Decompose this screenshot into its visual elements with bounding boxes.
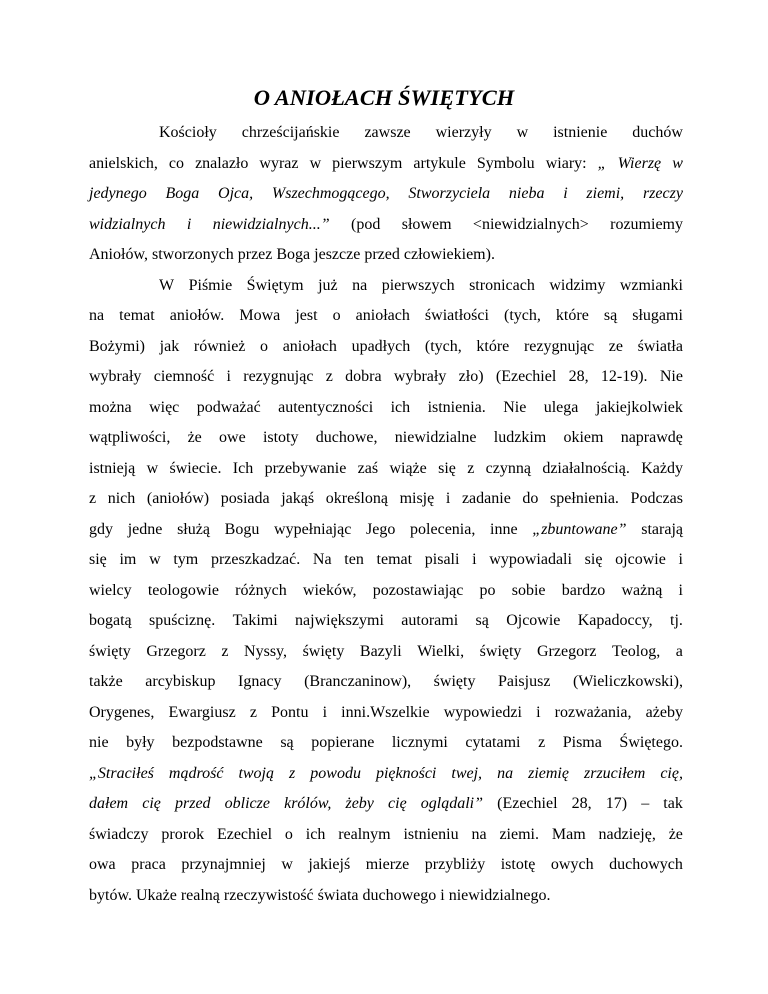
word: już bbox=[318, 276, 338, 294]
word: wypełniając bbox=[274, 520, 352, 538]
word: owych bbox=[550, 856, 594, 873]
word: przed bbox=[364, 246, 400, 263]
word: im bbox=[119, 551, 137, 568]
word: (Ezechiel bbox=[497, 795, 558, 812]
word: się bbox=[438, 459, 456, 477]
word: ich bbox=[305, 825, 326, 843]
word: popierane bbox=[311, 734, 375, 751]
word: na bbox=[352, 276, 368, 294]
word: rozumiemy bbox=[610, 215, 683, 233]
word: owe bbox=[219, 429, 246, 446]
word: autorami bbox=[401, 612, 459, 629]
word: określoną bbox=[325, 490, 388, 507]
word: Wielki, bbox=[417, 642, 465, 660]
word: Świętym bbox=[246, 276, 304, 294]
word: Bożymi) bbox=[89, 337, 145, 355]
word: Nyssy, bbox=[244, 642, 288, 660]
text-line bbox=[89, 149, 683, 180]
word: nich bbox=[107, 490, 136, 507]
word: – bbox=[641, 795, 650, 812]
document-title: O ANIOŁACH ŚWIĘTYCH bbox=[253, 85, 515, 110]
word: Pisma bbox=[562, 734, 602, 751]
word: Ewargiusz bbox=[168, 703, 236, 721]
word: Świętego. bbox=[619, 734, 683, 751]
word: że bbox=[668, 825, 683, 843]
word: Ojca, bbox=[218, 185, 254, 202]
word: i bbox=[678, 581, 683, 599]
word: wiary: bbox=[545, 154, 587, 172]
word: chrześcijańskie bbox=[241, 124, 340, 141]
text-line bbox=[89, 728, 683, 759]
word: o bbox=[332, 307, 341, 324]
text-line bbox=[89, 118, 683, 149]
word: zawsze bbox=[364, 124, 411, 141]
word: wybrały bbox=[393, 368, 447, 385]
word: Kapadoccy, bbox=[577, 612, 653, 629]
word: Symbolu bbox=[476, 154, 535, 172]
word: świadczy bbox=[89, 825, 149, 843]
word: Grzegorz bbox=[536, 642, 597, 660]
word: istnienie bbox=[553, 124, 608, 141]
word: i bbox=[322, 703, 328, 721]
word: pierwszych bbox=[381, 276, 455, 294]
word: dobra bbox=[345, 368, 382, 385]
word: temat bbox=[376, 551, 413, 568]
word: Orygenes, bbox=[89, 703, 155, 721]
text-line bbox=[89, 820, 683, 851]
text-line bbox=[89, 332, 683, 363]
text-line bbox=[89, 515, 683, 546]
word: również bbox=[193, 337, 246, 355]
word: także bbox=[89, 673, 123, 690]
word: mądrość bbox=[168, 764, 224, 782]
word: zadanie bbox=[461, 490, 511, 507]
word: które bbox=[476, 337, 510, 355]
word: o bbox=[260, 337, 269, 355]
word: jakiejś bbox=[308, 856, 351, 873]
word: realną bbox=[180, 886, 220, 904]
word: z bbox=[221, 642, 229, 660]
word: się bbox=[584, 551, 603, 568]
text-line bbox=[89, 606, 683, 637]
word: i bbox=[536, 703, 541, 721]
word: (Branczaninow), bbox=[304, 673, 412, 690]
word: anielskich, bbox=[89, 154, 158, 172]
word: świecie. bbox=[169, 459, 222, 477]
word: teologowie bbox=[147, 581, 219, 599]
word: wybrały bbox=[89, 368, 142, 385]
word: przynajmniej bbox=[181, 856, 266, 873]
word: różnych bbox=[235, 581, 287, 599]
text-line bbox=[89, 850, 683, 881]
word: wieków, bbox=[302, 581, 357, 599]
word: ziemię bbox=[528, 764, 569, 782]
word: gdy bbox=[89, 520, 113, 538]
word: posiada bbox=[220, 490, 270, 507]
word: święty bbox=[479, 642, 522, 660]
word: cię bbox=[388, 795, 407, 812]
word: wyraz bbox=[259, 154, 299, 172]
word: aniołach bbox=[355, 307, 410, 324]
text-line bbox=[89, 545, 683, 576]
word: Boga bbox=[165, 185, 200, 202]
word: znalazło bbox=[195, 154, 249, 172]
word: ze bbox=[608, 337, 623, 355]
word: Mowa bbox=[239, 307, 281, 324]
word: powodu bbox=[310, 764, 361, 782]
word: duchowych bbox=[609, 856, 683, 873]
word: w bbox=[149, 551, 161, 568]
paragraph bbox=[89, 118, 683, 271]
word: wzmianki bbox=[619, 276, 683, 294]
word: dałem bbox=[89, 795, 129, 812]
word: i bbox=[440, 886, 445, 904]
word: ciemność bbox=[153, 368, 215, 385]
word: człowiekiem). bbox=[403, 246, 495, 263]
word: arcybiskup bbox=[145, 673, 216, 690]
word: (pod bbox=[351, 215, 381, 233]
word: tj. bbox=[670, 612, 683, 629]
word: „Straciłeś bbox=[89, 764, 154, 782]
word: duchowego bbox=[362, 886, 437, 904]
word: oblicze bbox=[224, 795, 270, 812]
word: Ich bbox=[232, 459, 254, 477]
word: wątpliwości, bbox=[89, 429, 171, 446]
word: temat bbox=[119, 307, 155, 324]
word: wypowiadali bbox=[489, 551, 572, 568]
word: pisali bbox=[424, 551, 460, 568]
word: wierzyły bbox=[435, 124, 492, 141]
word: i bbox=[472, 551, 477, 568]
word: inni.Wszelkie bbox=[341, 703, 430, 721]
text-line bbox=[89, 271, 683, 302]
word: przybliży bbox=[424, 856, 486, 873]
word: po bbox=[479, 581, 496, 599]
word: widzimy bbox=[549, 276, 606, 294]
word: świata bbox=[317, 886, 359, 904]
word: Pontu bbox=[271, 703, 309, 721]
word: święty bbox=[89, 642, 131, 660]
word: z bbox=[538, 734, 546, 751]
word: wiąże bbox=[389, 459, 427, 477]
word: a bbox=[675, 642, 683, 660]
word: sługami bbox=[632, 307, 683, 324]
word: misję bbox=[399, 490, 435, 507]
word: ziemi. bbox=[499, 825, 539, 843]
word: ziemi, bbox=[586, 185, 625, 202]
word: 12-19). bbox=[600, 368, 648, 385]
word: były bbox=[126, 734, 155, 751]
word: które bbox=[555, 307, 589, 324]
word: Każdy bbox=[641, 459, 683, 477]
word: podważać bbox=[196, 398, 261, 416]
word: autentyczności bbox=[278, 398, 374, 416]
word: bogatą bbox=[89, 612, 132, 629]
text-line bbox=[89, 759, 683, 790]
word: i bbox=[563, 185, 568, 202]
word: z bbox=[249, 703, 257, 721]
word: piękności bbox=[375, 764, 437, 782]
word: z bbox=[289, 764, 296, 782]
word: w bbox=[516, 124, 529, 141]
word: ważną bbox=[621, 581, 663, 599]
word: zaś bbox=[357, 459, 379, 477]
word: cię, bbox=[660, 764, 683, 782]
word: (Wieliczkowski), bbox=[572, 673, 683, 690]
text-line bbox=[89, 301, 683, 332]
word: Boga bbox=[276, 246, 311, 263]
word: niewidzialnego. bbox=[448, 886, 551, 904]
word: Grzegorz bbox=[146, 642, 206, 660]
word: do bbox=[522, 490, 539, 507]
word: Stworzyciela bbox=[408, 185, 491, 202]
word: rzeczy bbox=[642, 185, 683, 202]
word: pozostawiając bbox=[372, 581, 464, 599]
text-line bbox=[89, 179, 683, 210]
word: ażeby bbox=[645, 703, 683, 721]
word: 28, bbox=[568, 368, 589, 385]
word: z bbox=[467, 459, 475, 477]
word: można bbox=[89, 398, 132, 416]
word: z bbox=[325, 368, 333, 385]
word: tak bbox=[663, 795, 683, 812]
text-line bbox=[89, 484, 683, 515]
word: Bogu bbox=[224, 520, 260, 538]
word: starają bbox=[641, 520, 683, 538]
word: Ukaże bbox=[135, 886, 177, 904]
word: rezygnując bbox=[243, 368, 314, 385]
text-line bbox=[89, 576, 683, 607]
word: duchów bbox=[632, 124, 683, 141]
word: polecenia, bbox=[410, 520, 476, 538]
word: w bbox=[672, 154, 683, 172]
word: istnieniu bbox=[403, 825, 459, 843]
text-line bbox=[89, 393, 683, 424]
word: ulega bbox=[543, 398, 579, 416]
word: jedne bbox=[127, 520, 163, 538]
word: 17) bbox=[605, 795, 628, 812]
word: spełnienia. bbox=[550, 490, 619, 507]
text-line bbox=[89, 789, 683, 820]
text-line bbox=[89, 698, 683, 729]
word: W bbox=[159, 276, 175, 294]
word: w bbox=[281, 856, 293, 873]
word: Ojcowie bbox=[506, 612, 561, 629]
text-line bbox=[89, 210, 683, 241]
word: widzialnych bbox=[89, 215, 166, 233]
word: bardzo bbox=[561, 581, 606, 599]
text-line bbox=[89, 454, 683, 485]
word: Nie bbox=[503, 398, 527, 416]
word: się bbox=[89, 551, 107, 568]
word: największymi bbox=[295, 612, 384, 629]
word: istotę bbox=[500, 856, 536, 873]
word: więc bbox=[149, 398, 180, 416]
word: istnieją bbox=[89, 459, 136, 477]
word: duchowe, bbox=[315, 429, 378, 446]
word: twej, bbox=[451, 764, 483, 782]
word: przebywanie bbox=[264, 459, 347, 477]
word: święty bbox=[302, 642, 345, 660]
word: z bbox=[89, 490, 97, 507]
word: wielcy bbox=[89, 581, 132, 599]
word: ludzkim bbox=[493, 429, 547, 446]
word: Nie bbox=[659, 368, 683, 385]
word: ten bbox=[344, 551, 364, 568]
word: służą bbox=[177, 520, 210, 538]
word: bezpodstawne bbox=[172, 734, 263, 751]
word: światłości bbox=[424, 307, 489, 324]
word: są bbox=[475, 612, 489, 629]
word: ojcowie bbox=[615, 551, 666, 568]
word: rozważania, bbox=[554, 703, 632, 721]
word: i bbox=[226, 368, 231, 385]
word: owa bbox=[89, 856, 116, 873]
word: istoty bbox=[262, 429, 299, 446]
word: Ezechiel bbox=[216, 825, 273, 843]
word: aniołach bbox=[282, 337, 337, 355]
text-line bbox=[89, 637, 683, 668]
word: (tych, bbox=[503, 307, 541, 324]
word: „zbuntowane” bbox=[532, 520, 627, 538]
word: prorok bbox=[161, 825, 205, 843]
word: Takimi bbox=[232, 612, 278, 629]
word: „ bbox=[597, 154, 607, 172]
word: jakąś bbox=[281, 490, 315, 507]
word: okiem bbox=[563, 429, 604, 446]
word: zło) bbox=[458, 368, 484, 385]
word: <niewidzialnych> bbox=[472, 215, 589, 233]
word: oglądali” bbox=[420, 795, 484, 812]
word: na bbox=[471, 825, 487, 843]
word: przed bbox=[174, 795, 211, 812]
word: Mam bbox=[551, 825, 586, 843]
word: mierze bbox=[365, 856, 410, 873]
word: stworzonych bbox=[151, 246, 234, 263]
word: inne bbox=[490, 520, 518, 538]
word: spuściznę. bbox=[149, 612, 216, 629]
text-line bbox=[89, 240, 683, 271]
word: na bbox=[89, 307, 105, 324]
word: Jego bbox=[366, 520, 396, 538]
word: królów, bbox=[284, 795, 332, 812]
text-line bbox=[89, 667, 683, 698]
text-line bbox=[89, 362, 683, 393]
word: pierwszym bbox=[332, 154, 403, 172]
word: rezygnując bbox=[523, 337, 595, 355]
word: i bbox=[186, 215, 192, 233]
word: realnym bbox=[338, 825, 391, 843]
word: twoją bbox=[238, 764, 274, 782]
word: Wszechmogącego, bbox=[271, 185, 390, 202]
word: istnienia. bbox=[427, 398, 486, 416]
word: i bbox=[678, 551, 683, 568]
word: Paisjusz bbox=[497, 673, 551, 690]
word: co bbox=[168, 154, 185, 172]
word: Wierzę bbox=[617, 154, 662, 172]
word: przez bbox=[237, 246, 273, 263]
word: czynną bbox=[485, 459, 531, 477]
word: rzeczywistość bbox=[223, 886, 314, 904]
word: nie bbox=[89, 734, 109, 751]
word: (Ezechiel bbox=[495, 368, 557, 385]
word: przeszkadzać. bbox=[210, 551, 301, 568]
word: cytatami bbox=[465, 734, 521, 751]
word: jak bbox=[159, 337, 180, 355]
word: praca bbox=[131, 856, 166, 873]
word: niewidzialne bbox=[394, 429, 477, 446]
word: naprawdę bbox=[620, 429, 683, 446]
word: Teolog, bbox=[612, 642, 661, 660]
word: tym bbox=[173, 551, 199, 568]
word: Na bbox=[312, 551, 332, 568]
word: cię bbox=[142, 795, 161, 812]
word: na bbox=[497, 764, 514, 782]
word: zrzuciłem bbox=[583, 764, 646, 782]
word: Podczas bbox=[630, 490, 683, 507]
word: aniołów. bbox=[169, 307, 225, 324]
word: bytów. bbox=[89, 886, 132, 904]
word: (aniołów) bbox=[146, 490, 210, 507]
word: Kościoły bbox=[159, 124, 217, 141]
word: Aniołów, bbox=[89, 246, 148, 263]
word: stronicach bbox=[469, 276, 535, 294]
word: nadzieję, bbox=[598, 825, 656, 843]
word: ich bbox=[390, 398, 411, 416]
word: słowem bbox=[401, 215, 452, 233]
text-line bbox=[89, 423, 683, 454]
word: jeszcze bbox=[314, 246, 361, 263]
word: 28, bbox=[571, 795, 592, 812]
word: Piśmie bbox=[188, 276, 233, 294]
text-line bbox=[89, 881, 683, 912]
word: (tych, bbox=[424, 337, 462, 355]
word: o bbox=[284, 825, 293, 843]
word: że bbox=[187, 429, 202, 446]
word: światła bbox=[637, 337, 683, 355]
word: jakiejkolwiek bbox=[595, 398, 683, 416]
word: w bbox=[146, 459, 159, 477]
word: święty bbox=[433, 673, 476, 690]
word: artykule bbox=[413, 154, 466, 172]
word: jedynego bbox=[89, 185, 147, 202]
word: jest bbox=[295, 307, 318, 324]
word: upadłych bbox=[351, 337, 411, 355]
word: Ignacy bbox=[238, 673, 282, 690]
document-body bbox=[89, 118, 683, 911]
word: sobie bbox=[511, 581, 546, 599]
word: Bazyli bbox=[359, 642, 402, 660]
paragraph bbox=[89, 271, 683, 912]
word: żeby bbox=[345, 795, 374, 812]
word: nieba bbox=[508, 185, 545, 202]
word: niewidzialnych...” bbox=[212, 215, 330, 233]
word: są bbox=[280, 734, 294, 751]
word: w bbox=[309, 154, 322, 172]
word: są bbox=[603, 307, 618, 324]
word: i bbox=[445, 490, 451, 507]
word: działalnością. bbox=[542, 459, 630, 477]
word: wypowiedzi bbox=[443, 703, 522, 721]
word: licznymi bbox=[391, 734, 448, 751]
